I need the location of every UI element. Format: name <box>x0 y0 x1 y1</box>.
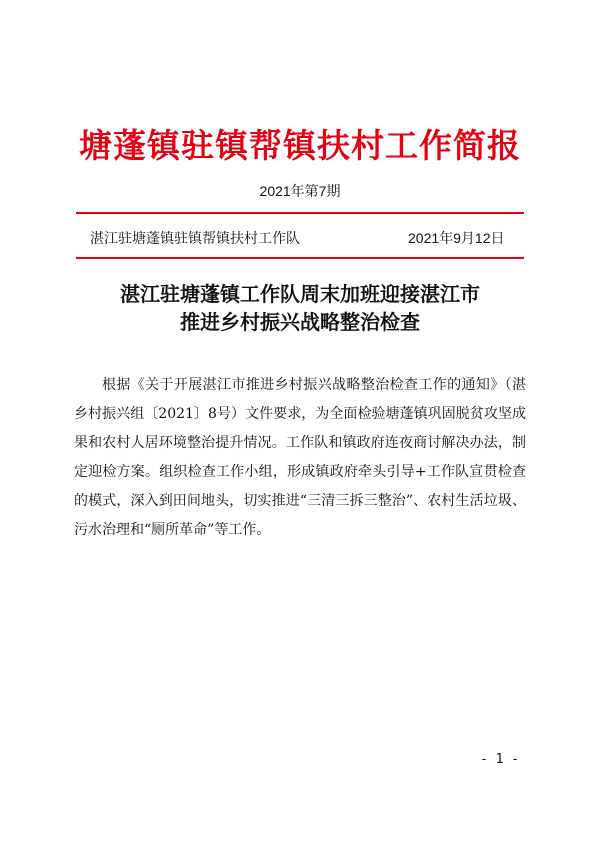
article-headline <box>0 280 600 336</box>
issue-number: 2021年第7期 <box>259 183 341 199</box>
masthead-rule-bottom <box>76 257 524 259</box>
article-body: 根据《关于开展湛江市推进乡村振兴战略整治检查工作的通知》（湛乡村振兴组〔2021〕8号）文件要求，为全面检验塘蓬镇巩固脱贫攻坚成果和农村人居环境整治提升情况。工作队和镇政府连夜商讨解决办法，制定迎检方案。组织检查工作小组，形成镇政府牵头引导+工作队宣贯检查的模式，深入到田间地头，切实推进“三清三拆三整治”、农村生活垃圾、污水治理和“厕所革命”等工作。 <box>74 377 526 538</box>
headline-line-1: 湛江驻塘蓬镇工作队周末加班迎接湛江市 <box>120 282 480 306</box>
masthead-rule-top <box>76 212 524 214</box>
issuer-name: 湛江驻塘蓬镇驻镇帮镇扶村工作队 <box>90 231 300 247</box>
page-number: - 1 - <box>480 752 520 767</box>
issue-date: 2021年9月12日 <box>408 230 505 246</box>
headline-line-2: 推进乡村振兴战略整治检查 <box>180 310 420 334</box>
bulletin-title: 塘蓬镇驻镇帮镇扶村工作简报 <box>79 126 521 165</box>
